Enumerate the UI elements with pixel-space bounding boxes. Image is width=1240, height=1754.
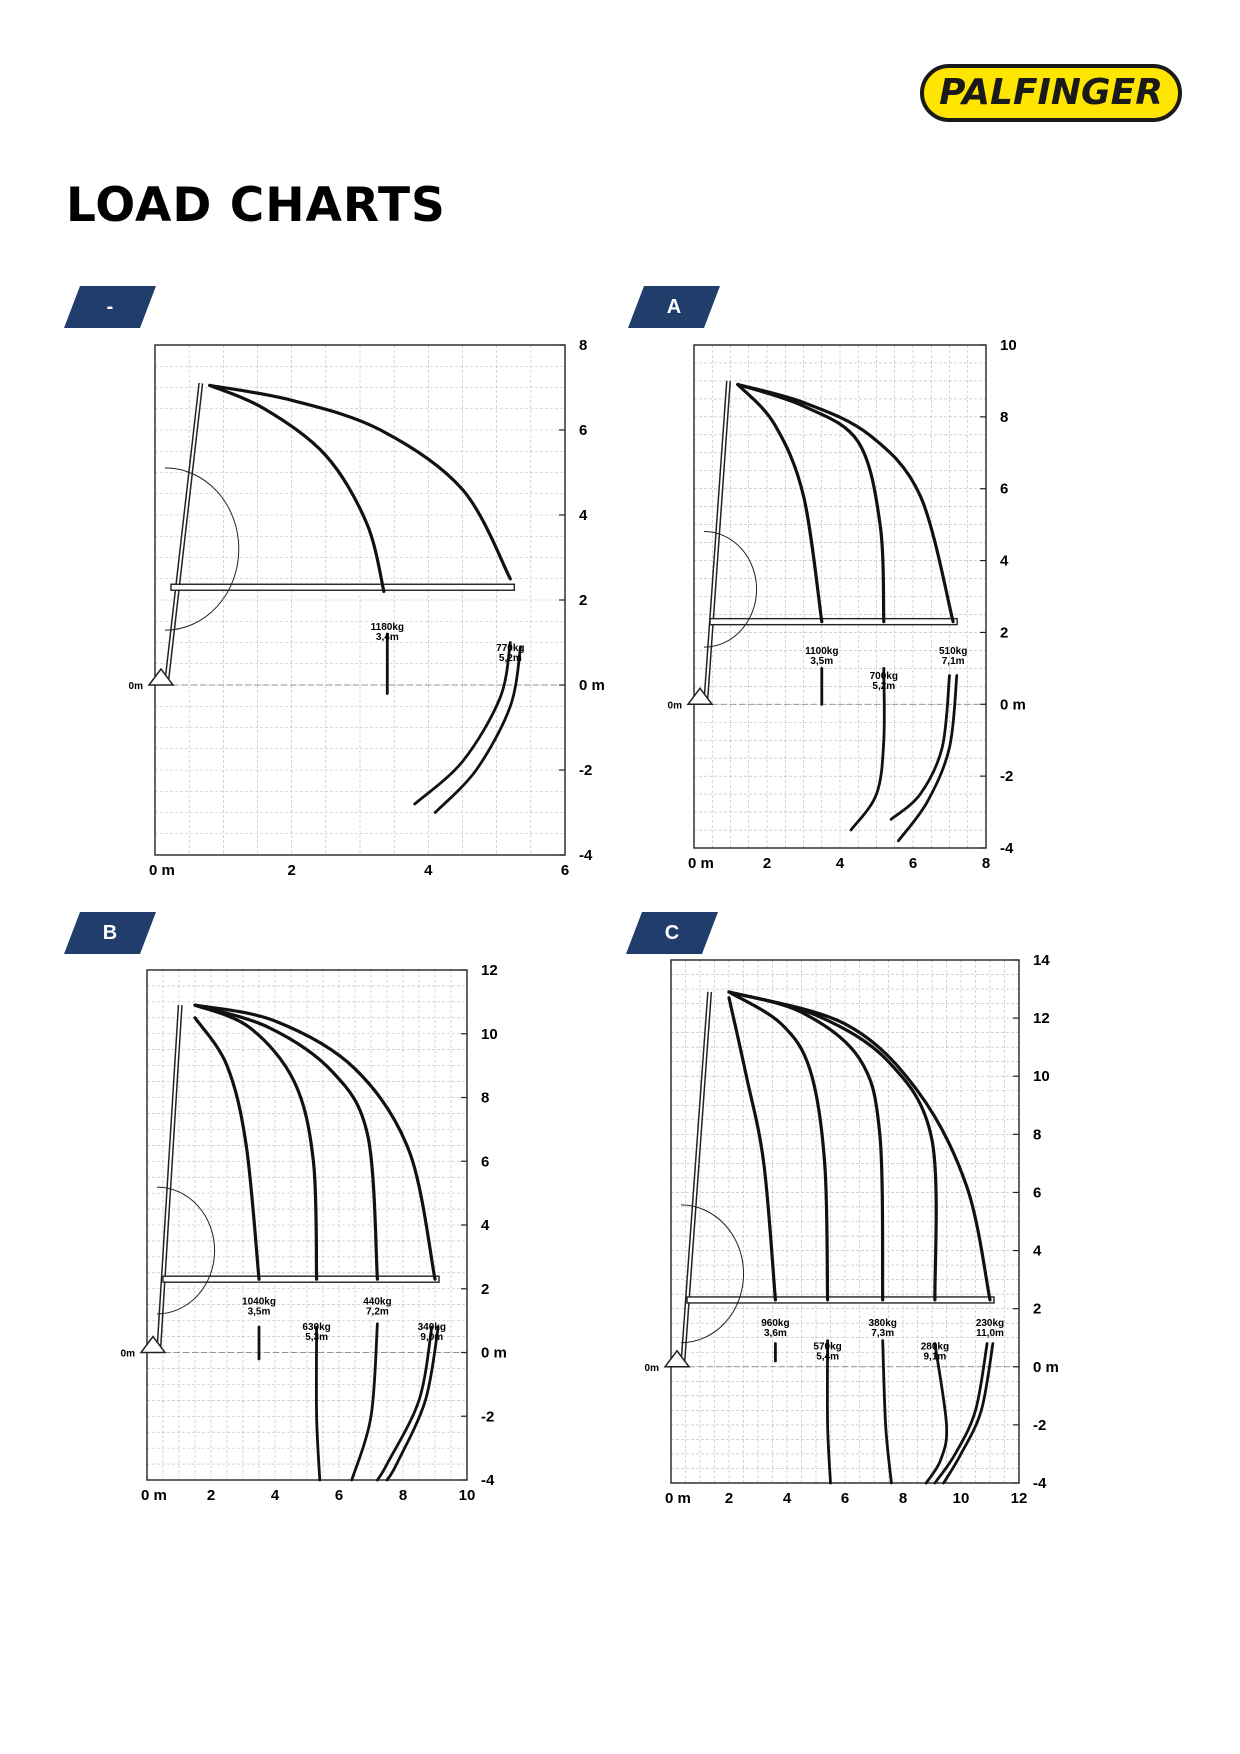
load-label: 280kg <box>920 1341 950 1353</box>
variant-badge-label: - <box>106 296 114 318</box>
y-tick-label: 8 <box>579 337 588 354</box>
load-label: 700kg <box>869 671 898 683</box>
reach-label: 9,1m <box>923 1351 947 1363</box>
y-tick-label: 4 <box>481 1217 490 1234</box>
lower-curve <box>883 1341 892 1483</box>
x-tick-label: 0 m <box>149 862 175 879</box>
zero-label: 0m <box>120 1348 135 1360</box>
y-tick-label: 14 <box>1033 952 1050 969</box>
y-tick-label: 10 <box>481 1025 498 1043</box>
zero-label: 0m <box>667 700 682 712</box>
page-title: LOAD CHARTS <box>66 178 446 233</box>
y-tick-label: 4 <box>579 507 588 524</box>
variant-badge-label: C <box>664 922 680 944</box>
y-tick-label: -2 <box>1000 768 1014 786</box>
x-tick-label: 0 m <box>688 855 714 872</box>
reach-label: 7,2m <box>366 1306 389 1318</box>
load-label: 340kg <box>417 1322 446 1334</box>
x-tick-label: 8 <box>398 1487 408 1504</box>
y-tick-label: -4 <box>579 847 593 864</box>
y-tick-label: 6 <box>1033 1184 1042 1202</box>
y-tick-label: 8 <box>1033 1126 1042 1144</box>
reach-label: 5,2m <box>498 653 522 664</box>
load-label: 510kg <box>938 645 968 657</box>
y-tick-label: 6 <box>1000 480 1009 498</box>
y-tick-label: -2 <box>1033 1416 1047 1434</box>
y-tick-label: 0 m <box>579 677 605 694</box>
y-tick-label: -2 <box>579 762 593 779</box>
reach-label: 3,5m <box>247 1306 271 1318</box>
y-tick-label: 12 <box>481 962 498 979</box>
reach-label: 5,2m <box>872 681 896 693</box>
reach-label: 11,0m <box>976 1328 1004 1340</box>
y-tick-label: 8 <box>481 1089 490 1107</box>
y-tick-label: -2 <box>481 1408 495 1426</box>
reach-label: 5,3m <box>305 1332 328 1344</box>
variant-badge-label: B <box>102 922 118 944</box>
y-tick-label: 2 <box>1033 1300 1042 1318</box>
x-tick-label: 10 <box>458 1487 476 1504</box>
load-label: 960kg <box>761 1318 790 1330</box>
y-tick-label: 4 <box>1033 1242 1042 1260</box>
reach-label: 7,3m <box>871 1328 895 1340</box>
load-label: 630kg <box>302 1322 331 1334</box>
load-label: 1180kg <box>370 621 405 633</box>
x-tick-label: 0 m <box>665 1490 691 1507</box>
y-tick-label: 6 <box>481 1153 490 1171</box>
y-tick-label: 4 <box>1000 552 1009 570</box>
x-tick-label: 4 <box>835 855 845 872</box>
reach-label: 7,1m <box>941 655 965 667</box>
x-tick-label: 4 <box>424 862 433 879</box>
x-tick-label: 8 <box>981 855 991 872</box>
load-label: 230kg <box>975 1318 1005 1330</box>
reach-label: 3,5m <box>810 655 834 667</box>
x-tick-label: 6 <box>560 862 570 879</box>
y-tick-label: 8 <box>1000 408 1009 426</box>
y-tick-label: 0 m <box>1033 1358 1059 1376</box>
horizontal-boom <box>687 1297 994 1303</box>
x-tick-label: 4 <box>782 1490 792 1507</box>
lower-curve <box>923 1344 947 1484</box>
reach-label: 3,4m <box>375 631 399 643</box>
x-tick-label: 10 <box>952 1490 970 1507</box>
x-tick-label: 6 <box>908 855 918 872</box>
y-tick-label: 6 <box>579 422 588 439</box>
load-label: 1100kg <box>805 645 839 657</box>
y-tick-label: 10 <box>1033 1068 1050 1086</box>
x-tick-label: 2 <box>287 862 296 879</box>
logo-text: PALFINGER <box>939 72 1163 113</box>
y-tick-label: -4 <box>1000 840 1014 857</box>
y-tick-label: 2 <box>481 1280 490 1298</box>
x-tick-label: 2 <box>724 1490 734 1507</box>
load-label: 440kg <box>363 1296 392 1308</box>
y-tick-label: 10 <box>1000 337 1017 354</box>
reach-label: 3,6m <box>764 1328 787 1340</box>
y-tick-label: 0 m <box>481 1344 507 1362</box>
load-label: 1040kg <box>242 1296 276 1308</box>
x-tick-label: 6 <box>334 1487 344 1504</box>
x-tick-label: 4 <box>270 1487 280 1504</box>
zero-label: 0m <box>644 1362 659 1374</box>
x-tick-label: 0 m <box>141 1487 167 1504</box>
y-tick-label: 2 <box>579 592 588 609</box>
y-tick-label: 12 <box>1033 1010 1050 1028</box>
y-tick-label: 2 <box>1000 624 1009 642</box>
y-tick-label: 0 m <box>1000 696 1026 714</box>
load-label: 570kg <box>813 1341 842 1353</box>
reach-label: 9,0m <box>420 1332 444 1344</box>
x-tick-label: 6 <box>840 1490 850 1507</box>
x-tick-label: 8 <box>898 1490 908 1507</box>
variant-badge-label: A <box>666 296 682 318</box>
load-label: 770kg <box>496 643 525 654</box>
x-tick-label: 2 <box>762 855 772 872</box>
y-tick-label: -4 <box>1033 1475 1047 1492</box>
zero-label: 0m <box>128 681 143 692</box>
x-tick-label: 2 <box>206 1487 216 1504</box>
x-tick-label: 12 <box>1010 1490 1028 1507</box>
y-tick-label: -4 <box>481 1472 495 1489</box>
load-label: 380kg <box>868 1318 897 1330</box>
reach-label: 5,4m <box>816 1351 839 1363</box>
